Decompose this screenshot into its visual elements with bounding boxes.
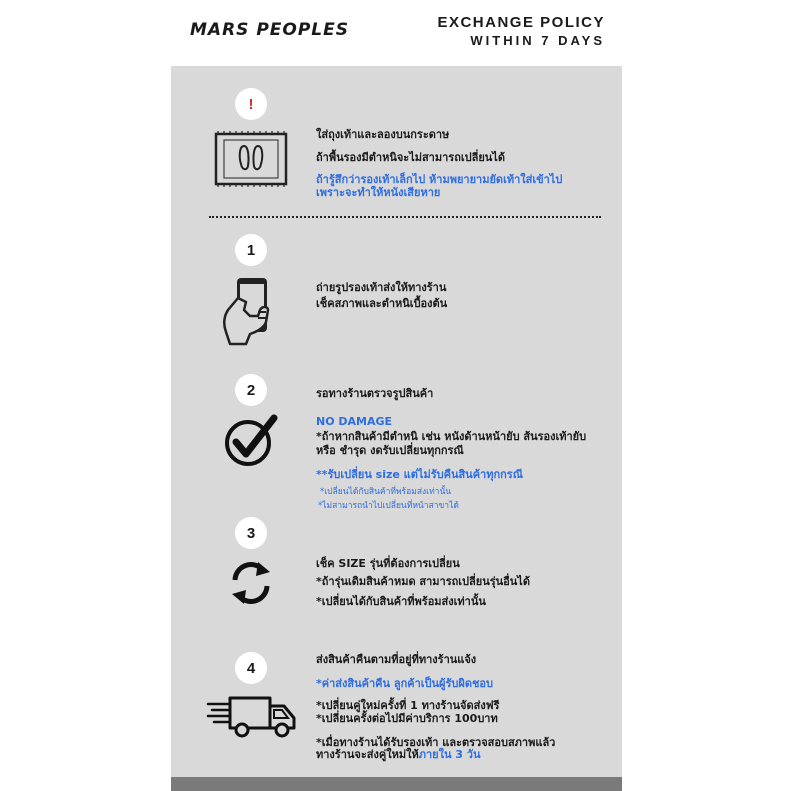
- warning-note-1: ถ้ารู้สึกว่ารองเท้าเล็กไป ห้ามพยายามยัดเท้าใส่เข้าไป: [316, 173, 563, 186]
- step-2-small-note-1: *เปลี่ยนได้กับสินค้าที่พร้อมส่งเท่านั้น: [320, 487, 452, 497]
- policy-heading: [437, 14, 605, 50]
- refresh-arrows-icon: [228, 558, 274, 612]
- step-1-line-1: ถ่ายรูปรองเท้าส่งให้ทางร้าน: [316, 281, 447, 294]
- warning-line-2: ถ้าพื้นรองมีตำหนิจะไม่สามารถเปลี่ยนได้: [316, 151, 505, 164]
- brand-logo: MARS PEOPLES: [190, 20, 349, 40]
- warning-line-1: ใส่ถุงเท้าและลองบนกระดาษ: [316, 128, 450, 141]
- shipping-cost-note: *ค่าส่งสินค้าคืน ลูกค้าเป็นผู้รับผิดชอบ: [316, 677, 494, 690]
- step-1-badge: 1: [235, 234, 267, 266]
- dotted-divider: [209, 216, 601, 218]
- step-4-line-3: *เปลี่ยนครั้งต่อไปมีค่าบริการ 100บาท: [316, 712, 498, 725]
- delivery-truck-icon: [206, 694, 298, 742]
- step-3-line-2: *ถ้ารุ่นเดิมสินค้าหมด สามารถเปลี่ยนรุ่นอื่นได้: [316, 575, 530, 588]
- phone-in-hand-icon: [220, 276, 274, 352]
- step-2-badge: 2: [235, 374, 267, 406]
- step-4-line-1: ส่งสินค้าคืนตามที่อยู่ที่ทางร้านแจ้ง: [316, 653, 477, 666]
- step-4-line-5: [316, 747, 480, 762]
- no-damage-label: NO DAMAGE: [316, 415, 393, 428]
- alert-badge: !: [235, 88, 267, 120]
- step-2-line-2: หรือ ชำรุด งดรับเปลี่ยนทุกกรณี: [316, 444, 464, 457]
- footprint-mat-icon: [214, 130, 288, 192]
- policy-subtitle: WITHIN 7 DAYS: [470, 33, 605, 48]
- step-3-badge: 3: [235, 517, 267, 549]
- step-4-line-4: *เมื่อทางร้านได้รับรองเท้า และตรวจสอบสภาพแล้ว: [316, 736, 556, 749]
- delivery-time-highlight: ภายใน 3 วัน: [418, 748, 481, 761]
- step-2-line-1: *ถ้าหากสินค้ามีตำหนิ เช่น หนังด้านหน้ายับ ส้นรองเท้ายับ: [316, 430, 587, 443]
- policy-title: EXCHANGE POLICY: [437, 14, 605, 31]
- step-1-line-2: เช็คสภาพและตำหนิเบื้องต้น: [316, 297, 448, 310]
- step-3-line-3: *เปลี่ยนได้กับสินค้าที่พร้อมส่งเท่านั้น: [316, 595, 486, 608]
- step-4-line-5-text: ทางร้านจะส่งคู่ใหม่ให้: [316, 748, 419, 761]
- step-3-line-1: เช็ค SIZE รุ่นที่ต้องการเปลี่ยน: [316, 557, 460, 570]
- step-2-small-note-2: *ไม่สามารถนำไปเปลี่ยนที่หน้าสาขาได้: [318, 501, 459, 511]
- step-2-title: รอทางร้านตรวจรูปสินค้า: [316, 387, 434, 400]
- warning-note-2: เพราะจะทำให้หนังเสียหาย: [316, 186, 441, 199]
- step-4-line-2: *เปลี่ยนคู่ใหม่ครั้งที่ 1 ทางร้านจัดส่งฟรี: [316, 699, 500, 712]
- bottom-bar: [171, 777, 622, 791]
- check-circle-icon: [224, 414, 280, 472]
- step-4-badge: 4: [235, 652, 267, 684]
- size-exchange-note: **รับเปลี่ยน size แต่ไม่รับคืนสินค้าทุกกรณี: [316, 468, 523, 481]
